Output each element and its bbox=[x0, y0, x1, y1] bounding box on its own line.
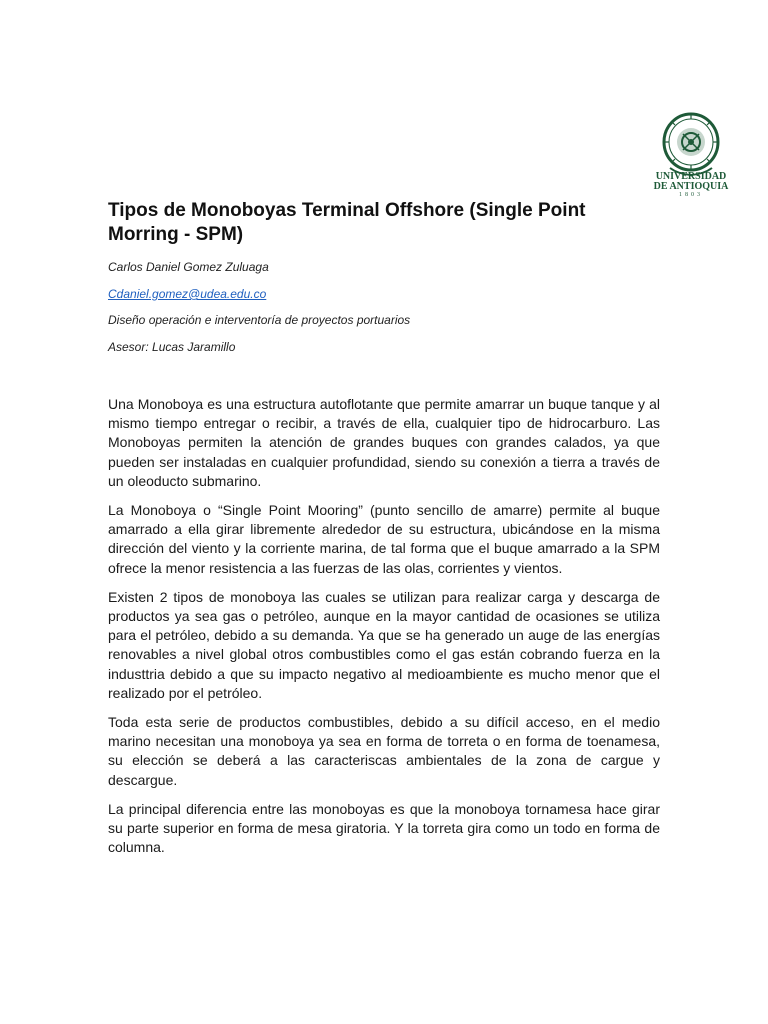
body-paragraph: Existen 2 tipos de monoboya las cuales se utilizan para realizar carga y descarga de productos ya sea gas o petróleo, aunque en la mayor cantidad de ocasiones se utiliza para el petróleo, debido a su demanda. Ya que se ha generado un auge de las energías renovables a nivel global otros combustibles como el gas están cobrando fuerza en la industtria debido a que su impacto negativo al medioambiente es mucho menor que el realizado por el petróleo. bbox=[108, 588, 660, 701]
logo-text-line1: UNIVERSIDAD bbox=[655, 171, 727, 182]
document-body bbox=[108, 395, 660, 867]
advisor-name: Asesor: Lucas Jaramillo bbox=[108, 340, 236, 354]
body-paragraph: Toda esta serie de productos combustibles, debido a su difícil acceso, en el medio marino necesitan una monoboya ya sea en forma de torreta o en forma de toenamesa, su elección se deberá a las caracteriscas ambientales de la zona de cargue y descargue. bbox=[108, 714, 660, 788]
author-name: Carlos Daniel Gomez Zuluaga bbox=[108, 260, 269, 274]
document-title: Tipos de Monoboyas Terminal Offshore (Single Point Morring - SPM) bbox=[108, 200, 586, 245]
university-logo bbox=[646, 112, 736, 198]
body-paragraph: La Monoboya o “Single Point Mooring” (punto sencillo de amarre) permite al buque amarrado a ella girar libremente alrededor de su estructura, ubicándose en la misma dirección del viento y la corriente marina, de tal forma que el buque amarrado a la SPM ofrece la menor resistencia a las fuerzas de las olas, corrientes y vientos. bbox=[108, 502, 660, 576]
body-paragraph: La principal diferencia entre las monoboyas es que la monoboya tornamesa hace girar su parte superior en forma de mesa giratoria. Y la torreta gira como un todo en forma de columna. bbox=[108, 800, 660, 856]
university-seal-icon bbox=[658, 112, 724, 180]
body-paragraph: Una Monoboya es una estructura autoflotante que permite amarrar un buque tanque y al mismo tiempo entregar o recibir, a través de ella, cualquier tipo de hidrocarburo. Las Monoboyas permiten la atención de grandes buques con grandes calados, ya que pueden ser instaladas en cualquier profundidad, siendo su conexión a tierra a través de un oleoducto submarino. bbox=[108, 396, 660, 489]
logo-year: 1803 bbox=[679, 192, 703, 198]
author-email-link[interactable]: Cdaniel.gomez@udea.edu.co bbox=[108, 287, 267, 301]
logo-text-line2: DE ANTIOQUIA bbox=[653, 181, 729, 192]
program-name: Diseño operación e interventoría de proyectos portuarios bbox=[108, 313, 411, 327]
